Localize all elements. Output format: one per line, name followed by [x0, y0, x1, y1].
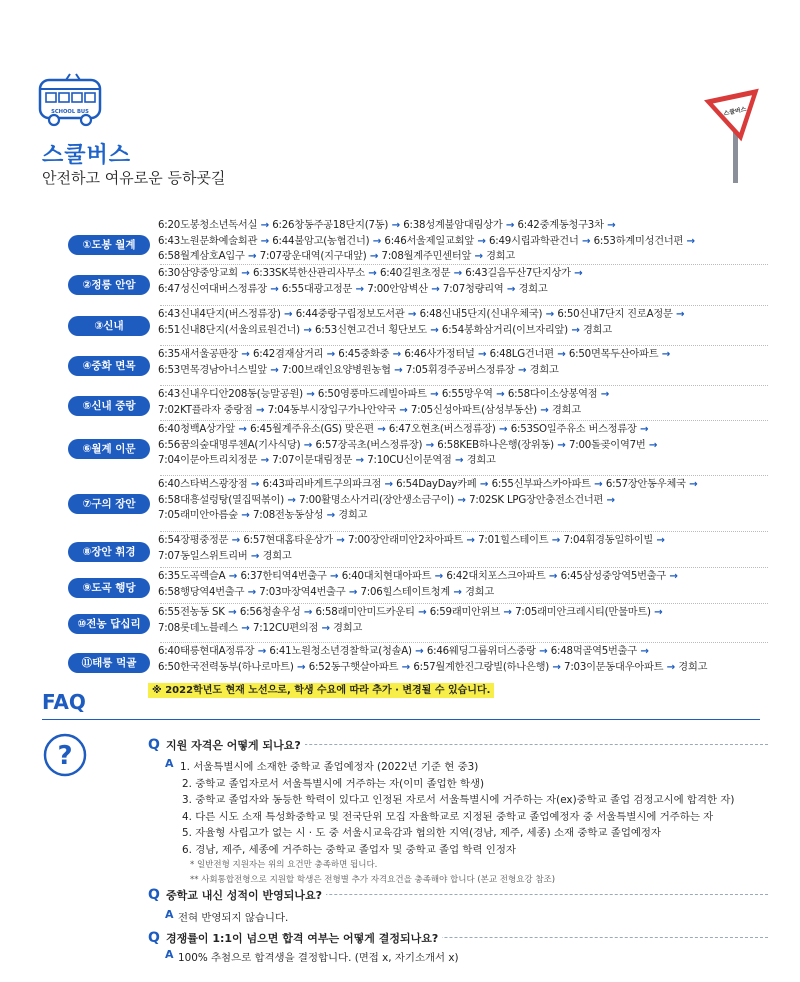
route-stop-line: [158, 508, 768, 524]
route-stop: 7:02KT플라자 중랑점: [158, 404, 253, 416]
route-stop: 6:53하계미성건너편: [593, 235, 684, 247]
route-stop: 6:53면목경남아너스빌앞: [158, 364, 267, 376]
arrow-icon: →: [500, 607, 516, 618]
route-stop: 6:43노원문화예술회관: [158, 235, 258, 247]
route-badge: ①도봉 월계: [68, 235, 150, 255]
route-stop: 6:37한티역4번출구: [240, 571, 327, 582]
route-stop-line: [158, 282, 768, 298]
route-stop: 경희고: [518, 283, 548, 295]
arrow-icon: →: [471, 251, 487, 262]
route-stop: 6:20도봉청소년독서실: [158, 220, 258, 231]
route-stop-line: [158, 605, 768, 621]
arrow-icon: →: [266, 283, 282, 295]
arrow-icon: →: [450, 268, 466, 279]
route-stop: 7:07동일스위트리버: [158, 550, 248, 562]
arrow-icon: →: [326, 571, 342, 582]
route-stop-line: [158, 477, 768, 493]
route-stop: 경희고: [338, 510, 368, 521]
route-badge: ⑦구의 장안: [68, 494, 150, 514]
arrow-icon: →: [404, 309, 420, 320]
route-stop-line: [158, 453, 768, 469]
route-stop: 경희고: [333, 622, 363, 634]
route-stop: 6:35새서울공판장: [158, 349, 238, 360]
school-bus-icon: [36, 72, 106, 132]
route-divider: [160, 345, 768, 346]
route-stop: 7:08롯데노블레스: [158, 622, 238, 634]
arrow-icon: →: [553, 349, 569, 360]
arrow-icon: →: [237, 268, 253, 279]
route-stop-line: [158, 347, 768, 363]
route-stop-line: [158, 403, 768, 419]
route-stop: 경희고: [551, 404, 581, 416]
arrow-icon: →: [395, 404, 411, 416]
route-stop: 6:57장안동우체국: [605, 479, 686, 490]
route-stops: [158, 569, 768, 600]
arrow-icon: →: [454, 494, 470, 506]
route-stop: 6:42대치포스크아파트: [446, 571, 546, 582]
route-stop: 6:56꿈의숲대명루첸A(기사식당): [158, 439, 301, 451]
route-stop: 7:10CU신이문역점: [367, 455, 452, 466]
route-stop: 6:50한국전력동부(하나로마트): [158, 661, 294, 673]
arrow-icon: →: [332, 535, 348, 546]
arrow-icon: →: [257, 235, 273, 247]
route-stop: 6:55대광고정문: [281, 283, 353, 295]
route-stop: 6:56청솔우성: [239, 607, 301, 618]
route-stop: 7:05휘경주공버스정류장: [405, 364, 515, 376]
arrow-icon: →: [451, 455, 467, 466]
route-badge: ⑪태릉 먹골: [68, 653, 150, 673]
route-stops: [158, 307, 768, 338]
route-stop: 7:07청량리역: [442, 283, 504, 295]
route-divider: [160, 567, 768, 568]
route-stop-line: [158, 363, 768, 379]
route-stops: [158, 266, 768, 297]
route-stop: 7:00돌곶이역7번: [568, 439, 646, 451]
arrow-icon: →: [535, 646, 551, 657]
route-stops: [158, 422, 768, 469]
route-stop: 경희고: [583, 324, 612, 336]
arrow-icon: →: [548, 535, 564, 546]
route-stop-line: [158, 585, 768, 601]
faq-note: * 일반전형 지원자는 위의 요건만 충족하면 됩니다.: [190, 860, 378, 870]
arrow-icon: →: [323, 349, 339, 360]
route-stop: 경희고: [466, 455, 496, 466]
route-stop-line: [158, 307, 768, 323]
route-stop: 7:07이문대림정문: [272, 455, 353, 466]
route-stop: 6:47성신여대버스정류장: [158, 283, 267, 295]
route-stop-line: [158, 644, 768, 660]
route-stop: 6:58다이소상봉역점: [507, 389, 598, 400]
route-stop: 6:44불암고(농협건너): [272, 235, 370, 247]
arrow-icon: →: [473, 235, 490, 247]
route-stop-line: [158, 621, 768, 637]
route-stop: 6:43파리바게트구의파크점: [262, 479, 382, 490]
route-stop: 6:50영풍마드레빌아파트: [317, 389, 427, 400]
arrow-icon: →: [422, 439, 438, 451]
route-stop: 7:04동부시장입구가나안약국: [267, 404, 396, 416]
route-divider: [160, 642, 768, 643]
faq-title: FAQ: [42, 690, 86, 714]
route-stop: 6:50면목두산아파트: [568, 349, 659, 360]
route-stop: 6:48신내5단지(신내우체국): [419, 309, 543, 320]
route-stop: 6:40태릉현대A정류장: [158, 646, 255, 657]
arrow-icon: →: [414, 607, 430, 618]
arrow-icon: →: [225, 571, 241, 582]
arrow-icon: →: [280, 309, 296, 320]
route-badge: ⑨도곡 행당: [68, 578, 150, 598]
arrow-icon: →: [426, 389, 442, 400]
route-stop: 6:45월계주유소(GS) 맞은편: [250, 424, 374, 435]
route-divider: [160, 603, 768, 604]
arrow-icon: →: [254, 646, 270, 657]
arrow-icon: →: [244, 251, 260, 262]
arrow-icon: →: [514, 364, 530, 376]
arrow-icon: →: [389, 349, 405, 360]
route-notice: ※ 2022학년도 현재 노선으로, 학생 수요에 따라 추가 · 변경될 수 있습니다.: [148, 683, 494, 698]
arrow-icon: →: [257, 220, 273, 231]
route-stop-line: [158, 533, 768, 549]
arrow-icon: →: [476, 479, 492, 490]
arrow-icon: →: [492, 389, 508, 400]
route-stop: 경희고: [465, 586, 495, 598]
arrow-icon: →: [381, 479, 397, 490]
arrow-icon: →: [369, 235, 385, 247]
a-marker: A: [165, 948, 174, 961]
route-stop: 6:53SO일주유소 버스정류장: [510, 424, 637, 435]
route-stop: 6:48먹골역5번출구: [550, 646, 637, 657]
arrow-icon: →: [663, 661, 679, 673]
arrow-icon: →: [257, 455, 273, 466]
arrow-icon: →: [603, 494, 615, 506]
route-stop: 6:33SK북한산관리사무소: [252, 268, 365, 279]
arrow-icon: →: [247, 550, 263, 562]
arrow-icon: →: [252, 404, 268, 416]
arrow-icon: →: [228, 535, 244, 546]
route-stop: 7:00브래인요양병원농협: [281, 364, 391, 376]
route-stop: 6:55전농동 SK: [158, 607, 225, 618]
route-divider: [160, 420, 768, 421]
arrow-icon: →: [300, 439, 316, 451]
route-stop: 경희고: [529, 364, 559, 376]
arrow-icon: →: [503, 283, 519, 295]
route-stop: 6:53신현고건너 횡단보도: [315, 324, 427, 336]
arrow-icon: →: [666, 571, 678, 582]
route-divider: [160, 531, 768, 532]
arrow-icon: →: [318, 622, 334, 634]
route-stop: 7:04휘경동일하이빌: [563, 535, 654, 546]
faq-divider: [42, 719, 760, 720]
route-stop: 경희고: [262, 550, 292, 562]
route-stops: [158, 347, 768, 378]
route-stop: 6:59래미안위브: [429, 607, 501, 618]
faq-answer-text: 4. 다른 시도 소재 특성화중학교 및 전국단위 모집 자율학교로 지정된 중학교 졸업예정자 중 서울특별시에 거주하는 자: [182, 810, 714, 823]
arrow-icon: →: [653, 535, 665, 546]
arrow-icon: →: [390, 364, 406, 376]
route-stop: 7:01힐스테이트: [478, 535, 549, 546]
arrow-icon: →: [567, 324, 583, 336]
route-stop: 6:40청백A상가앞: [158, 424, 236, 435]
route-badge: ⑤신내 중랑: [68, 396, 150, 416]
svg-text:?: ?: [57, 741, 73, 771]
route-stop: 6:57월계한진그랑빌(하나은행): [413, 661, 550, 673]
route-stops: [158, 387, 768, 418]
arrow-icon: →: [300, 607, 316, 618]
route-stop: 6:45삼성중앙역5번출구: [560, 571, 667, 582]
route-stop: 7:12CU편의점: [252, 622, 319, 634]
page-subtitle: 안전하고 여유로운 등하굣길: [42, 169, 226, 187]
route-stops: [158, 477, 768, 524]
route-stop: 경희고: [486, 251, 516, 262]
route-stop: 7:05래미안크레시티(만물마트): [515, 607, 651, 618]
arrow-icon: →: [244, 586, 260, 598]
route-stop: 6:50신내7단지 진로A정문: [557, 309, 673, 320]
arrow-icon: →: [398, 661, 414, 673]
route-stops: [158, 644, 768, 675]
route-stop: 6:35도곡렉슬A: [158, 571, 226, 582]
route-stop: 6:40스타벅스광장점: [158, 479, 248, 490]
arrow-icon: →: [542, 309, 558, 320]
arrow-icon: →: [536, 404, 552, 416]
route-stop-line: [158, 493, 768, 509]
route-stop: 6:30삼양중앙교회: [158, 268, 238, 279]
faq-answer-text: 6. 경남, 제주, 세종에 거주하는 중학교 졸업자 및 중학교 졸업 학력 인정자: [182, 843, 516, 856]
route-stop: 7:08전농동삼성: [252, 510, 324, 521]
route-badge: ②정릉 안암: [68, 275, 150, 295]
arrow-icon: →: [672, 309, 685, 320]
route-stop: 6:54장평중정문: [158, 535, 229, 546]
arrow-icon: →: [683, 235, 695, 247]
route-stop: 6:55망우역: [441, 389, 493, 400]
route-stop: 7:07광운대역(지구대앞): [259, 251, 367, 262]
route-stops: [158, 533, 768, 564]
route-stop: 6:49시립과학관건너: [489, 235, 579, 247]
arrow-icon: →: [545, 571, 561, 582]
arrow-icon: →: [426, 324, 442, 336]
route-stop: 6:46웨딩그룹위더스중랑: [426, 646, 536, 657]
route-stop-line: [158, 422, 768, 438]
faq-question: [148, 737, 768, 754]
route-stop: 7:08월계주민센터앞: [381, 251, 472, 262]
faq-answer-text: 전혀 반영되지 않습니다.: [178, 912, 289, 924]
arrow-icon: →: [570, 268, 583, 279]
a-marker: A: [165, 757, 174, 770]
faq-question-text: 중학교 내신 성적이 반영되나요?: [162, 888, 326, 903]
arrow-icon: →: [366, 251, 382, 262]
arrow-icon: →: [388, 220, 404, 231]
arrow-icon: →: [247, 479, 263, 490]
school-zone-sign-icon: [700, 86, 770, 186]
question-icon: [42, 732, 88, 778]
route-badge: ⑩전농 답십리: [68, 614, 150, 634]
arrow-icon: →: [237, 510, 253, 521]
route-stop-line: [158, 660, 768, 676]
route-stop: 6:45중화중: [338, 349, 390, 360]
route-stop: 6:40길원초정문: [379, 268, 451, 279]
route-stop: 7:03마장역4번출구: [259, 586, 346, 598]
arrow-icon: →: [431, 571, 447, 582]
route-stop: 6:58래미안미드카운티: [315, 607, 415, 618]
route-stop: 6:58KEB하나은행(장위동): [437, 439, 554, 451]
arrow-icon: →: [650, 607, 663, 618]
route-stop-line: [158, 249, 768, 265]
faq-answer-text: 2. 중학교 졸업자로서 서울특별시에 거주하는 자(이미 졸업한 학생): [182, 777, 485, 790]
route-stop: 6:41노원청소년경찰학교(청솔A): [269, 646, 412, 657]
arrow-icon: →: [352, 283, 368, 295]
faq-answer-text: 1. 서울특별시에 소재한 중학교 졸업예정자 (2022년 기준 현 중3): [180, 761, 479, 773]
route-stop: 7:05래미안아름숲: [158, 510, 238, 521]
route-stop: 6:57장곡초(버스정류장): [315, 439, 423, 451]
route-stop: 6:42겸재삼거리: [252, 349, 324, 360]
arrow-icon: →: [323, 510, 339, 521]
faq-question-text: 지원 자격은 어떻게 되나요?: [162, 738, 305, 753]
arrow-icon: →: [237, 622, 253, 634]
arrow-icon: →: [474, 349, 490, 360]
route-stop: 6:54봉화삼거리(이브자리앞): [441, 324, 568, 336]
arrow-icon: →: [549, 661, 565, 673]
arrow-icon: →: [237, 349, 253, 360]
arrow-icon: →: [636, 646, 649, 657]
a-marker: A: [165, 908, 174, 921]
q-marker: Q: [148, 887, 160, 903]
arrow-icon: →: [235, 424, 251, 435]
arrow-icon: →: [293, 661, 309, 673]
route-stop: 6:58대흥설렁탕(열집떡볶이): [158, 494, 285, 506]
route-stop: 6:47오현초(버스정류장): [388, 424, 496, 435]
arrow-icon: →: [685, 479, 698, 490]
arrow-icon: →: [603, 220, 616, 231]
route-badge: ③신내: [68, 316, 150, 336]
route-stop: 6:26창동주공18단지(7동): [272, 220, 389, 231]
route-stop-line: [158, 549, 768, 565]
route-stop: 6:48LG건너편: [489, 349, 554, 360]
route-stop: 7:06힐스테이트청계: [360, 586, 451, 598]
arrow-icon: →: [266, 364, 282, 376]
route-divider: [160, 385, 768, 386]
arrow-icon: →: [299, 324, 315, 336]
route-stops: [158, 605, 768, 636]
route-stop-line: [158, 266, 768, 282]
route-stop: 경희고: [678, 661, 708, 673]
arrow-icon: →: [302, 389, 318, 400]
arrow-icon: →: [352, 455, 368, 466]
route-stop: 6:46사가정터널: [404, 349, 475, 360]
route-divider: [160, 264, 768, 265]
route-stop: 7:02SK LPG장안충전소건너편: [469, 494, 604, 506]
route-stop: 6:58월계삼호A입구: [158, 251, 245, 262]
route-stop: 6:43신내우디안208동(능말공원): [158, 389, 303, 400]
q-marker: Q: [148, 930, 160, 946]
route-stop-line: [158, 218, 768, 234]
arrow-icon: →: [345, 586, 361, 598]
route-stop: 7:00활명소사거리(장안생소금구이): [299, 494, 455, 506]
route-stop: 6:58행당역4번출구: [158, 586, 245, 598]
route-stop: 7:03이문동대우아파트: [564, 661, 664, 673]
faq-question: [148, 887, 768, 904]
arrow-icon: →: [553, 439, 569, 451]
route-divider: [160, 305, 768, 306]
q-marker: Q: [148, 737, 160, 753]
route-stop: 6:57현대홈타운상가: [243, 535, 333, 546]
route-stop-line: [158, 569, 768, 585]
bus-label: SCHOOL BUS: [51, 109, 89, 115]
route-stop: 7:00안암벽산: [367, 283, 428, 295]
arrow-icon: →: [463, 535, 479, 546]
route-stop: 6:46서울제일교회앞: [384, 235, 474, 247]
arrow-icon: →: [658, 349, 671, 360]
route-stop: 7:05신성아파트(삼성부동산): [410, 404, 537, 416]
arrow-icon: →: [373, 424, 389, 435]
route-badge: ⑧장안 휘경: [68, 542, 150, 562]
arrow-icon: →: [364, 268, 380, 279]
route-stop-line: [158, 387, 768, 403]
faq-answer-text: 3. 중학교 졸업자와 동등한 학력이 있다고 인정된 자로서 서울특별시에 거주하는 자(ex)중학교 졸업 검정고시에 합격한 자): [182, 794, 735, 806]
arrow-icon: →: [284, 494, 300, 506]
arrow-icon: →: [645, 439, 658, 451]
route-stop: 6:38성계불암대림상가: [403, 220, 503, 231]
faq-answer-text: 100% 추첨으로 합격생을 결정합니다. (면접 x, 자기소개서 x): [178, 952, 459, 964]
route-badge: ⑥월계 이문: [68, 439, 150, 459]
arrow-icon: →: [495, 424, 511, 435]
route-stop: 6:43길음두산7단지상가: [465, 268, 571, 279]
sign-label: 스쿨버스: [722, 105, 748, 118]
route-stop: 6:43신내4단지(버스정류장): [158, 309, 281, 320]
route-stop-line: [158, 323, 768, 339]
route-stops: [158, 218, 768, 265]
arrow-icon: →: [224, 607, 240, 618]
faq-question-text: 경쟁률이 1:1이 넘으면 합격 여부는 어떻게 결정되나요?: [162, 931, 442, 946]
route-stop: 6:40대치현대아파트: [341, 571, 432, 582]
faq-question: [148, 930, 768, 947]
arrow-icon: →: [502, 220, 518, 231]
route-stop: 6:54DayDay카페: [396, 479, 477, 490]
page-title: 스쿨버스: [42, 143, 132, 168]
route-stop: 6:52동구햇살아파트: [308, 661, 399, 673]
arrow-icon: →: [427, 283, 443, 295]
arrow-icon: →: [597, 389, 610, 400]
arrow-icon: →: [590, 479, 606, 490]
route-stop: 7:00장안래미안2차아파트: [347, 535, 464, 546]
faq-note: ** 사회통합전형으로 지원할 학생은 전형별 추가 자격요건을 충족해야 합니다 (본교 전형요강 참조): [190, 875, 556, 885]
route-divider: [160, 475, 768, 476]
route-stop: 6:55신부파스카아파트: [491, 479, 591, 490]
arrow-icon: →: [578, 235, 594, 247]
route-badge: ④중화 면목: [68, 356, 150, 376]
route-stop: 7:04이문아트리치정문: [158, 455, 258, 466]
arrow-icon: →: [411, 646, 427, 657]
route-stop: 6:51신내8단지(서울의료원건너): [158, 324, 300, 336]
route-stop: 6:44중랑구립정보도서관: [295, 309, 405, 320]
arrow-icon: →: [450, 586, 466, 598]
route-stop: 6:42중계동청구3차: [517, 220, 604, 231]
arrow-icon: →: [636, 424, 649, 435]
route-stop-line: [158, 234, 768, 250]
route-stop-line: [158, 438, 768, 454]
faq-answer-text: 5. 자율형 사립고가 없는 시 · 도 중 서울시교육감과 협의한 지역(경남, 제주, 세종) 소재 중학교 졸업예정자: [182, 827, 661, 839]
